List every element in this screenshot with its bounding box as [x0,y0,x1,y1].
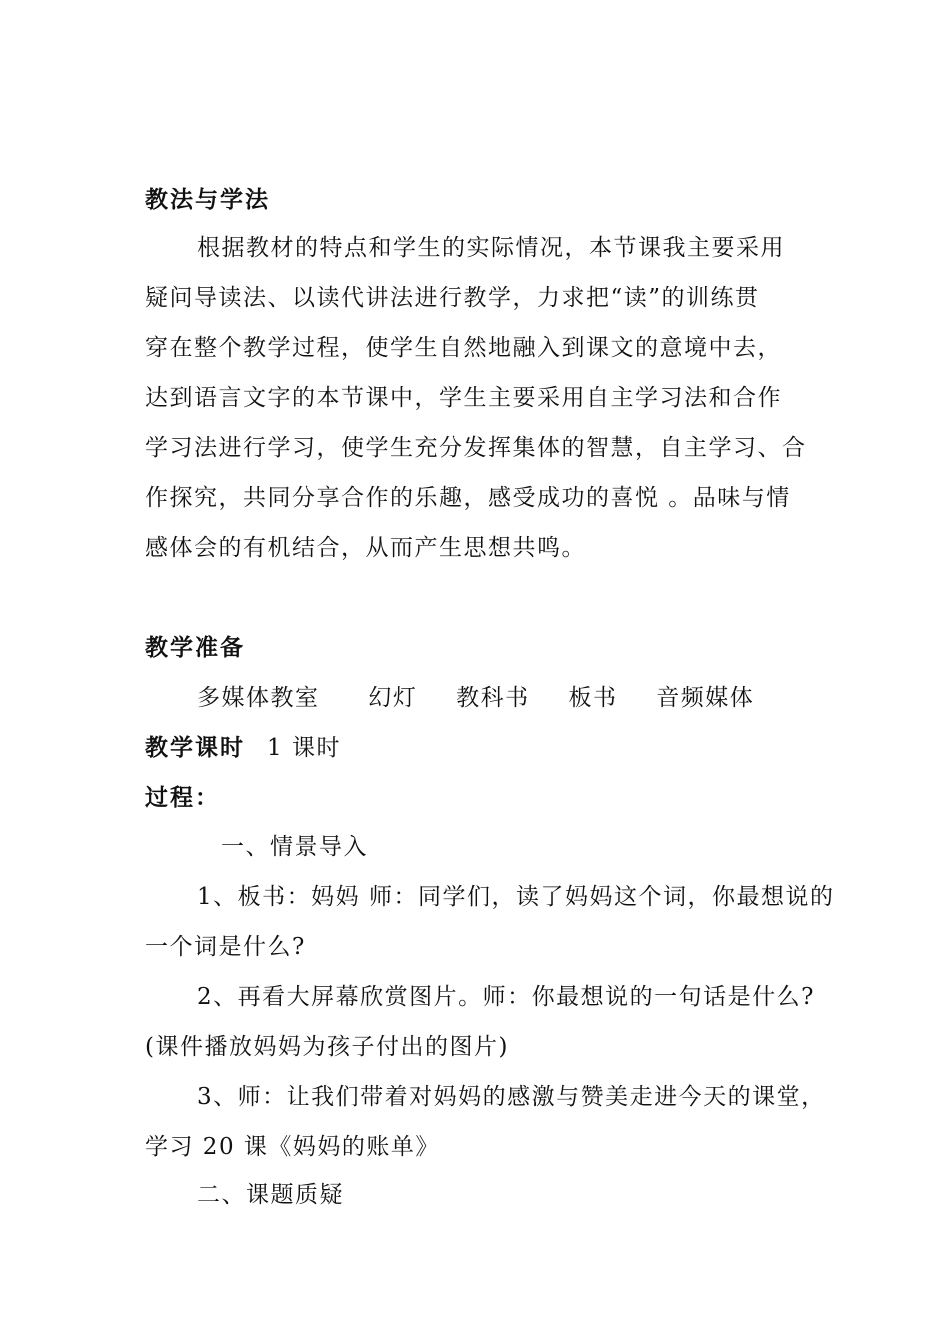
paragraph-line: 感体会的有机结合，从而产生思想共鸣。 [145,535,586,561]
process-line: 一、情景导入 [221,834,368,860]
paragraph-line: 学习法进行学习，使学生充分发挥集体的智慧，自主学习、合 [145,435,807,461]
process-line: 2、再看大屏幕欣赏图片。师：你最想说的一句话是什么? [197,984,815,1010]
section-heading-process: 过程： [145,785,220,811]
section-heading-hours: 教学课时 [145,735,245,761]
section-heading-preparation: 教学准备 [145,635,245,661]
process-line: 3、师：让我们带着对妈妈的感激与赞美走进今天的课堂， [197,1084,826,1110]
prep-item: 板书 [568,685,618,711]
prep-item: 音频媒体 [656,685,755,711]
process-line: 一个词是什么? [145,934,306,960]
preparation-items [197,683,784,713]
process-line: 1、板书：妈妈 师：同学们，读了妈妈这个词，你最想说的 [197,884,835,910]
section-heading-methods: 教法与学法 [145,187,270,213]
paragraph-line: 穿在整个教学过程，使学生自然地融入到课文的意境中去， [145,335,782,361]
prep-item: 教科书 [456,685,530,711]
prep-item: 幻灯 [368,685,418,711]
process-line: 二、课题质疑 [197,1182,344,1208]
lesson-hours-row [145,733,341,763]
paragraph-line: 达到语言文字的本节课中，学生主要采用自主学习法和合作 [145,385,782,411]
paragraph-line: 根据教材的特点和学生的实际情况，本节课我主要采用 [197,235,785,261]
lesson-hours-value: 1 课时 [267,735,341,761]
process-line: (课件播放妈妈为孩子付出的图片) [145,1034,509,1060]
prep-item: 多媒体教室 [197,685,320,711]
paragraph-line: 作探究，共同分享合作的乐趣，感受成功的喜悦 。品味与情 [145,485,791,511]
process-line: 学习 20 课《妈妈的账单》 [145,1134,440,1160]
paragraph-line: 疑问导读法、以读代讲法进行教学，力求把“读”的训练贯 [145,285,760,311]
